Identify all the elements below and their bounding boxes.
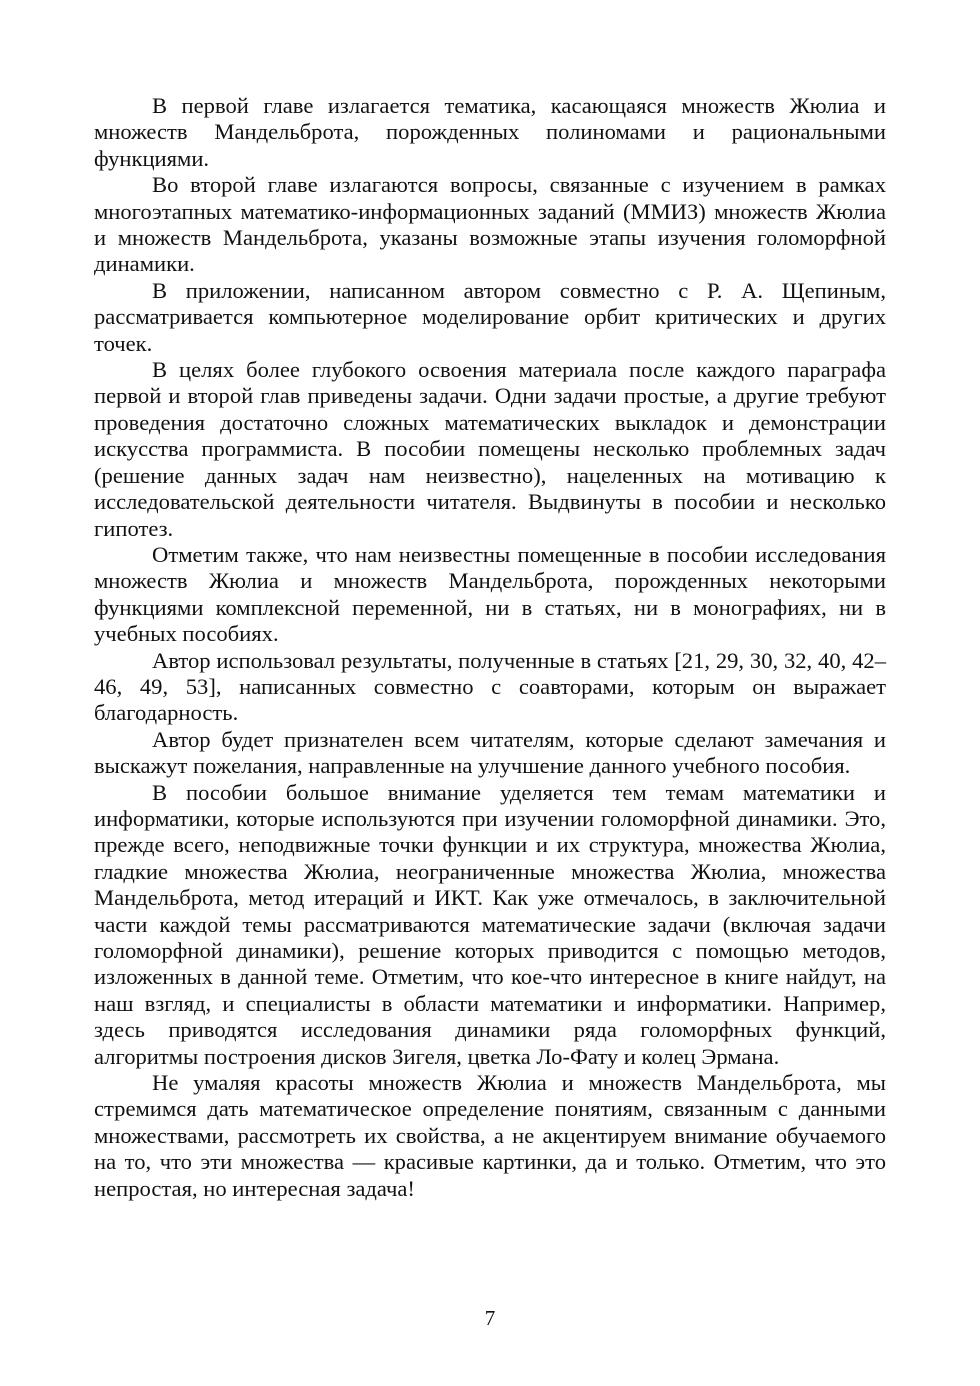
body-text	[94, 93, 886, 1202]
paragraph-appendix: В приложении, написанном автором совместно с Р. А. Щепиным, рассматривается компьютерное моделирование орбит критических и других точек.	[94, 277, 886, 356]
paragraph-acknowledgement: Автор будет признателен всем читателям, которые сделают замечания и выскажут пожелания, направленные на улучшение данного учебного пособия.	[94, 726, 886, 779]
paragraph-conclusion: Не умаляя красоты множеств Жюлиа и множеств Мандельброта, мы стремимся дать математическое определение понятиям, связанным с данными множествами, рассмотреть их свойства, а не акцентируем внимание обучаемого на то, что эти множества — красивые картинки, да и только. Отметим, что это непростая, но интересная задача!	[94, 1070, 886, 1201]
paragraph-references: Автор использовал результаты, полученные в статьях [21, 29, 30, 32, 40, 42–46, 49, 53], написанных совместно с соавторами, которым он выражает благодарность.	[94, 647, 886, 726]
paragraph-chapter-two: Во второй главе излагаются вопросы, связанные с изучением в рамках многоэтапных математико-информационных заданий (ММИЗ) множеств Жюлиа и множеств Мандельброта, указаны возможные этапы изучения голоморфной динамики.	[94, 172, 886, 277]
paragraph-novelty: Отметим также, что нам неизвестны помещенные в пособии исследования множеств Жюлиа и множеств Мандельброта, порожденных некоторыми функциями комплексной переменной, ни в статьях, ни в монографиях, ни в учебных пособиях.	[94, 541, 886, 647]
paragraph-topics: В пособии большое внимание уделяется тем темам математики и информатики, которые используются при изучении голоморфной динамики. Это, прежде всего, неподвижные точки функции и их структура, множества Жюлиа, гладкие множества Жюлиа, неограниченные множества Жюлиа, множества Мандельброта, метод итераций и ИКТ. Как уже отмечалось, в заключительной части каждой темы рассматриваются математические задачи (включая задачи голоморфной динамики), решение которых приводится с помощью методов, изложенных в данной теме. Отметим, что кое-что интересное в книге найдут, на наш взгляд, и специалисты в области математики и информатики. Например, здесь приводятся исследования динамики ряда голоморфных функций, алгоритмы построения дисков Зигеля, цветка Ло-Фату и колец Эрмана.	[94, 779, 886, 1069]
paragraph-problems: В целях более глубокого освоения материала после каждого параграфа первой и второй глав приведены задачи. Одни задачи простые, а другие требуют проведения достаточно сложных математических выкладок и демонстрации искусства программиста. В пособии помещены несколько проблемных задач (решение данных задач нам неизвестно), нацеленных на мотивацию к исследовательской деятельности читателя. Выдвинуты в пособии и несколько гипотез.	[94, 357, 886, 541]
paragraph-chapter-one: В первой главе излагается тематика, касающаяся множеств Жюлиа и множеств Мандельброта, порожденных полиномами и рациональными функциями.	[94, 93, 886, 171]
page-number: 7	[484, 1306, 496, 1330]
